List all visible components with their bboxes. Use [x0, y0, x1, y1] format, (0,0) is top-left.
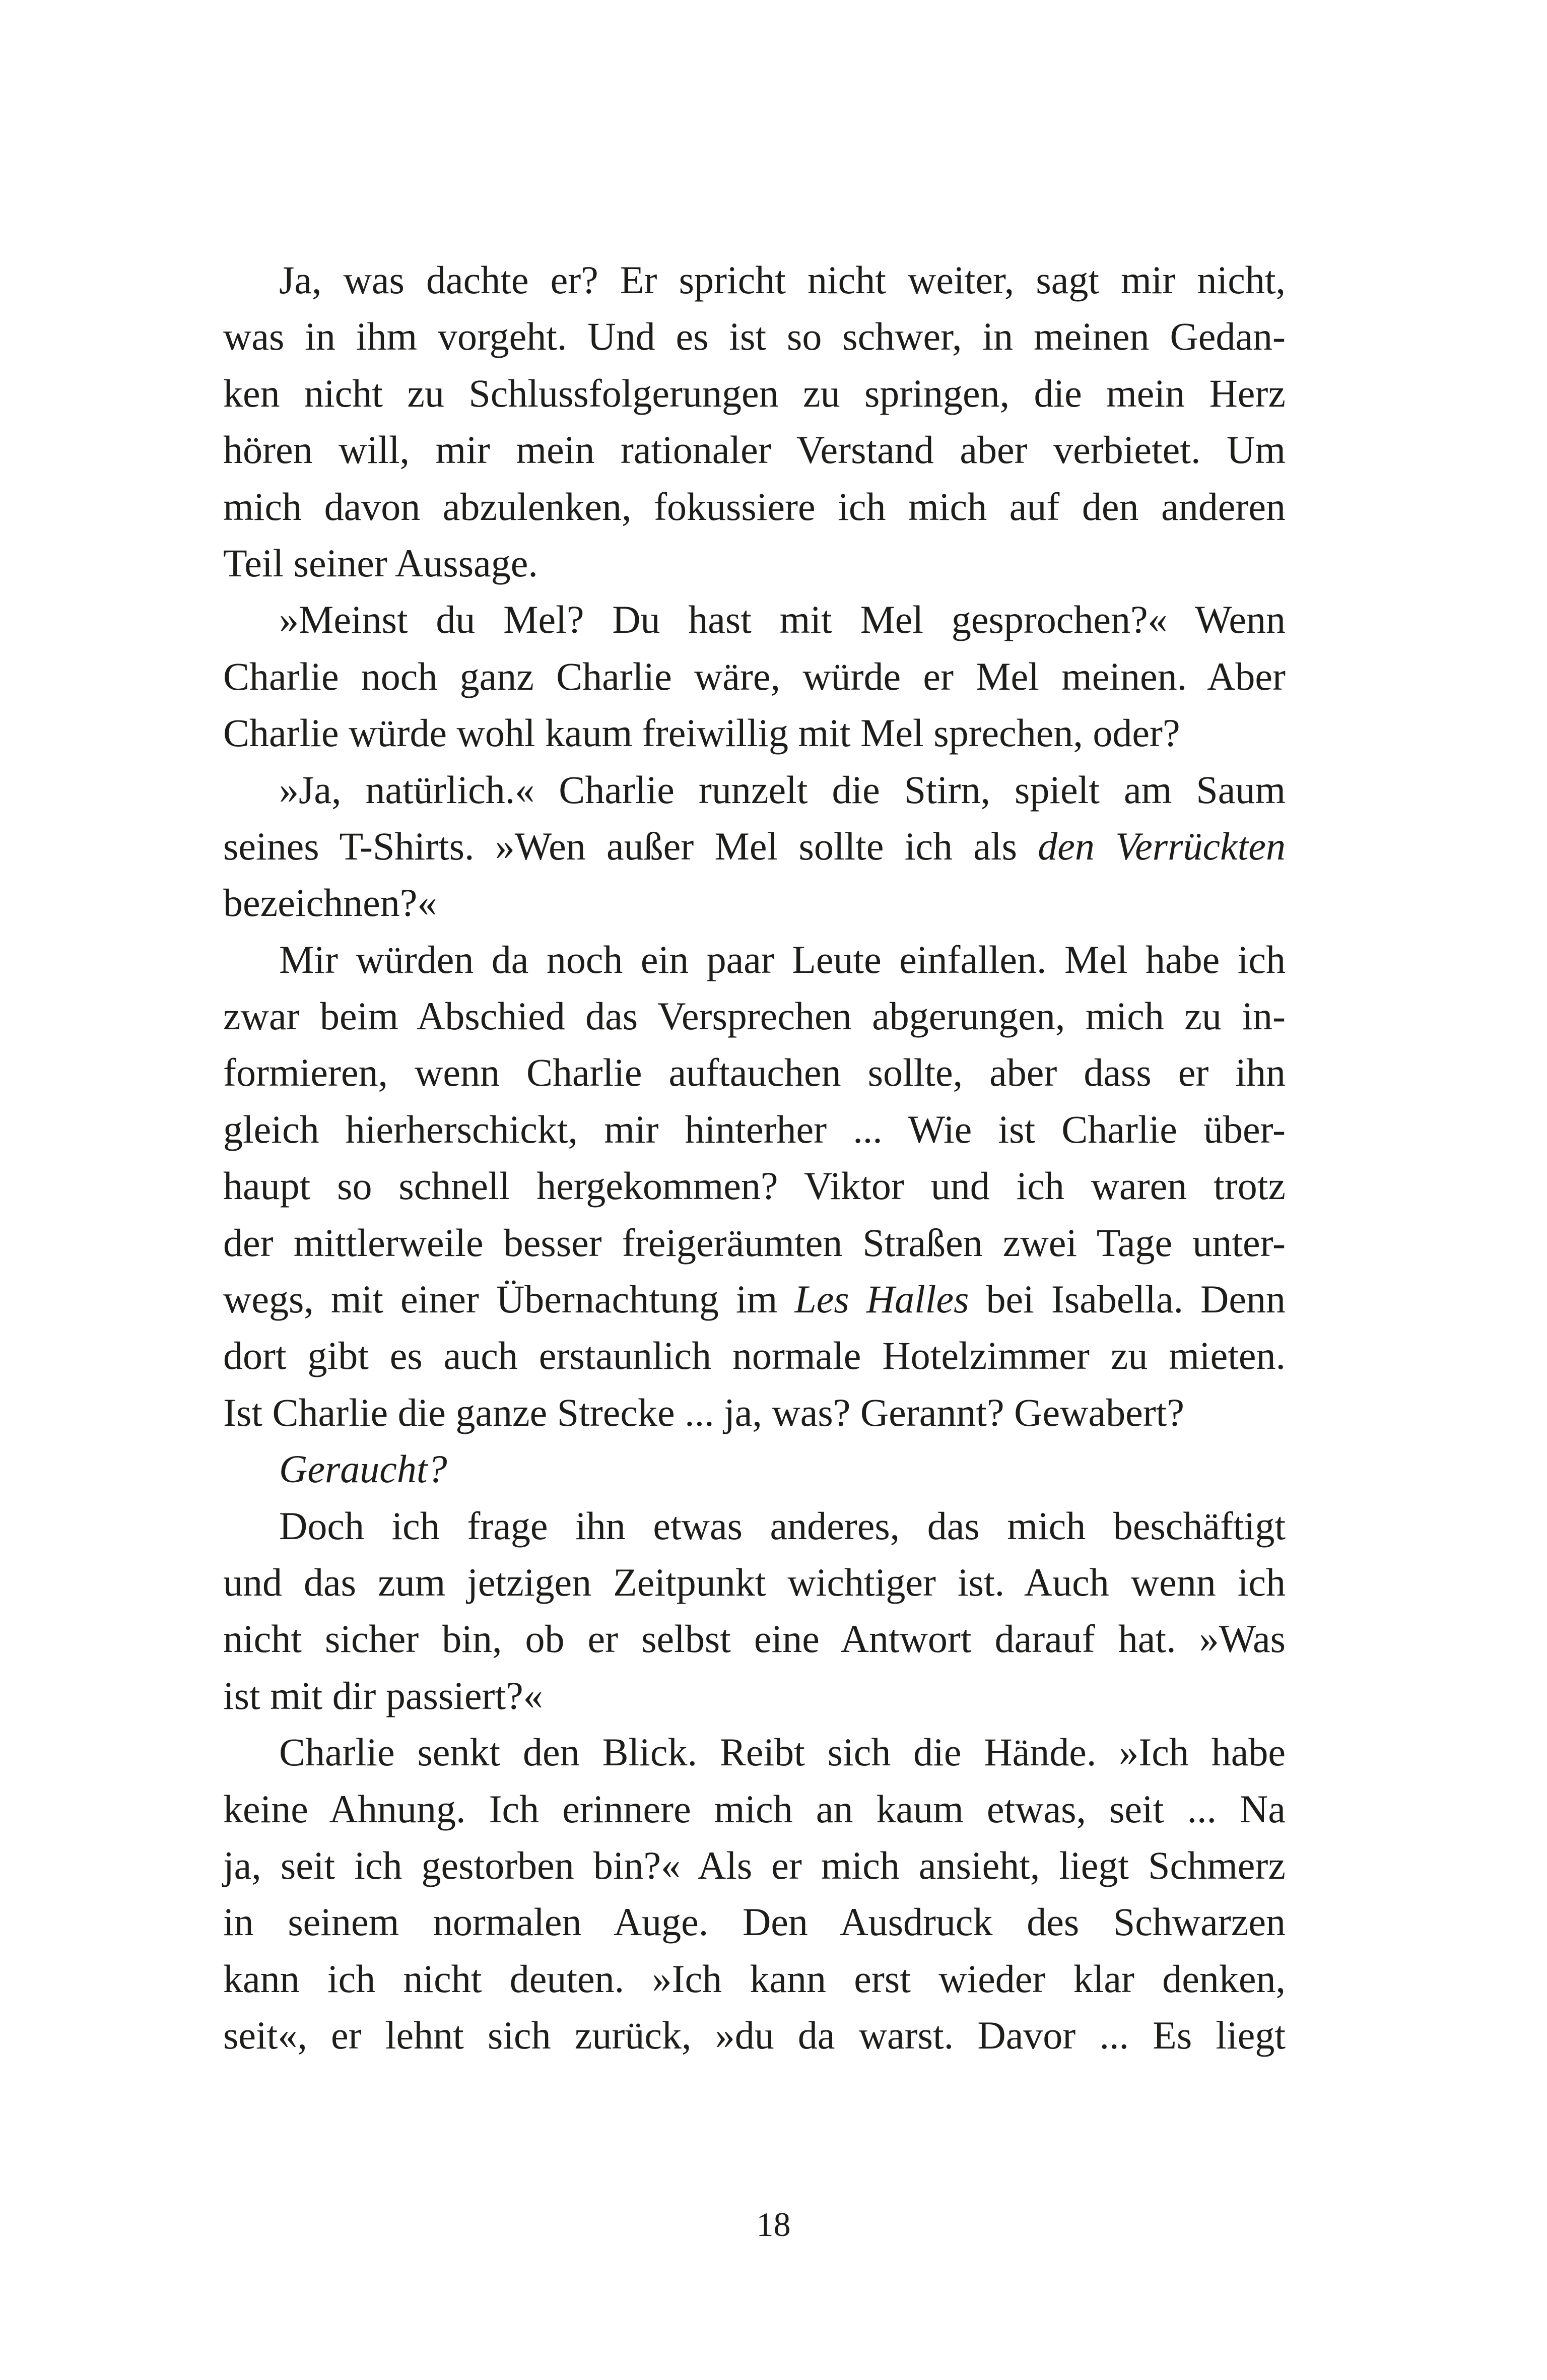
text-line — [223, 2007, 1286, 2064]
text-segment: ja, seit ich gestorben bin?« Als er mich ansieht, liegt Schmerz — [223, 1843, 1286, 1887]
text-segment: der mittlerweile besser freigeräumten Straßen zwei Tage unter- — [223, 1220, 1286, 1265]
text-segment: Charlie senkt den Blick. Reibt sich die Hände. »Ich habe — [279, 1730, 1286, 1774]
text-segment: Doch ich frage ihn etwas anderes, das mich beschäftigt — [279, 1503, 1286, 1548]
text-segment: und das zum jetzigen Zeitpunkt wichtiger ist. Auch wenn ich — [223, 1560, 1286, 1604]
text-segment: was in ihm vorgeht. Und es ist so schwer, in meinen Gedan- — [223, 314, 1286, 359]
text-line — [223, 1384, 1286, 1441]
text-line — [223, 1837, 1286, 1894]
text-line — [223, 818, 1286, 875]
text-line — [223, 1215, 1286, 1271]
text-segment: wegs, mit einer Übernachtung im — [223, 1277, 795, 1321]
text-segment: »Meinst du Mel? Du hast mit Mel gesprochen?« Wenn — [279, 598, 1286, 642]
text-line — [223, 1101, 1286, 1158]
text-line — [223, 1611, 1286, 1667]
body-text — [223, 252, 1286, 2064]
text-segment: ist mit dir passiert?« — [223, 1673, 543, 1717]
text-segment: dort gibt es auch erstaunlich normale Hotelzimmer zu mieten. — [223, 1334, 1286, 1378]
text-segment: zwar beim Abschied das Versprechen abgerungen, mich zu in- — [223, 994, 1286, 1038]
text-segment: seit«, er lehnt sich zurück, »du da warst. Davor ... Es liegt — [223, 2013, 1286, 2058]
text-segment: Mir würden da noch ein paar Leute einfallen. Mel habe ich — [279, 937, 1286, 981]
italic-text: Geraucht? — [279, 1447, 447, 1491]
text-line — [223, 1554, 1286, 1611]
text-segment: bei Isabella. Denn — [969, 1277, 1286, 1321]
text-segment: gleich hierherschickt, mir hinterher ... Wie ist Charlie über- — [223, 1107, 1286, 1151]
text-segment: seines T-Shirts. »Wen außer Mel sollte ich als — [223, 824, 1038, 868]
text-segment: formieren, wenn Charlie auftauchen sollte, aber dass er ihn — [223, 1050, 1286, 1095]
text-segment: ken nicht zu Schlussfolgerungen zu springen, die mein Herz — [223, 371, 1286, 415]
text-line — [223, 1044, 1286, 1101]
text-line — [223, 591, 1286, 648]
text-line — [223, 252, 1286, 308]
text-segment: Charlie würde wohl kaum freiwillig mit Mel sprechen, oder? — [223, 711, 1180, 755]
text-segment: keine Ahnung. Ich erinnere mich an kaum etwas, seit ... Na — [223, 1787, 1286, 1831]
text-line — [223, 932, 1286, 988]
text-line — [223, 1441, 1286, 1497]
italic-text: Les Halles — [794, 1277, 969, 1321]
text-line — [223, 1328, 1286, 1384]
text-segment: Ja, was dachte er? Er spricht nicht weiter, sagt mir nicht, — [279, 258, 1286, 302]
italic-text: den Verrückten — [1038, 824, 1286, 868]
text-segment: in seinem normalen Auge. Den Ausdruck des Schwarzen — [223, 1900, 1286, 1944]
text-line — [223, 535, 1286, 591]
text-line — [223, 308, 1286, 365]
text-line — [223, 875, 1286, 931]
text-segment: hören will, mir mein rationaler Verstand aber verbietet. Um — [223, 428, 1286, 472]
text-segment: haupt so schnell hergekommen? Viktor und ich waren trotz — [223, 1164, 1286, 1208]
text-line — [223, 479, 1286, 535]
text-line — [223, 1724, 1286, 1780]
text-line — [223, 422, 1286, 478]
text-segment: Ist Charlie die ganze Strecke ... ja, was? Gerannt? Gewabert? — [223, 1390, 1184, 1434]
page-number: 18 — [756, 2205, 791, 2243]
text-line — [223, 648, 1286, 705]
text-line — [223, 1271, 1286, 1328]
text-line — [223, 1894, 1286, 1950]
text-line — [223, 365, 1286, 422]
text-line — [223, 762, 1286, 818]
text-segment: Charlie noch ganz Charlie wäre, würde er Mel meinen. Aber — [223, 654, 1286, 698]
text-segment: Teil seiner Aussage. — [223, 541, 538, 585]
text-line — [223, 1668, 1286, 1724]
text-line — [223, 1498, 1286, 1554]
text-segment: nicht sicher bin, ob er selbst eine Antwort darauf hat. »Was — [223, 1617, 1286, 1661]
text-segment: »Ja, natürlich.« Charlie runzelt die Stirn, spielt am Saum — [279, 767, 1286, 812]
text-line — [223, 705, 1286, 761]
text-segment: mich davon abzulenken, fokussiere ich mich auf den anderen — [223, 484, 1286, 528]
text-line — [223, 1781, 1286, 1837]
text-line — [223, 1951, 1286, 2007]
text-line — [223, 1158, 1286, 1214]
text-segment: kann ich nicht deuten. »Ich kann erst wieder klar denken, — [223, 1956, 1286, 2001]
text-segment: bezeichnen?« — [223, 881, 437, 925]
text-line — [223, 988, 1286, 1044]
